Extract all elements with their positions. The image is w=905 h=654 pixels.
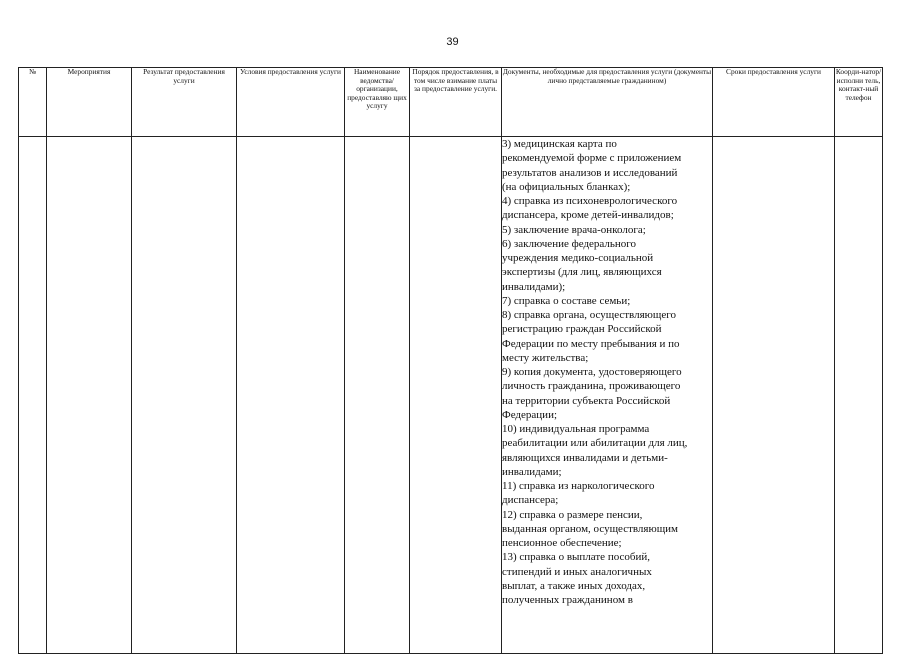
documents-line: 4) справка из психоневрологического <box>502 195 678 207</box>
documents-line: инвалидами); <box>502 280 566 293</box>
documents-line: выплат, а также иных доходах, <box>502 579 646 592</box>
documents-line: учреждения медико-социальной <box>502 252 654 264</box>
cell-activities <box>47 137 132 654</box>
services-table <box>18 67 883 654</box>
documents-line: диспансера; <box>502 494 559 507</box>
header-procedure: Порядок предоставления, в том числе взимание платы за предоставление услуги. <box>410 68 502 137</box>
header-number: № <box>19 68 47 137</box>
documents-line: полученных гражданином в <box>502 594 633 606</box>
documents-line: месту жительства; <box>502 351 589 364</box>
documents-line: регистрацию граждан Российской <box>502 323 662 336</box>
documents-line: (на официальных бланках); <box>502 180 631 193</box>
header-activities: Мероприятия <box>47 68 132 137</box>
documents-line: выданная органом, осуществляющим <box>502 522 679 535</box>
documents-line: 9) копия документа, удостоверяющего <box>502 366 682 378</box>
cell-conditions <box>237 137 345 654</box>
documents-line: инвалидами; <box>502 465 562 478</box>
cell-organization <box>345 137 410 654</box>
cell-result <box>132 137 237 654</box>
page-number: 39 <box>446 36 459 48</box>
header-row <box>19 68 883 137</box>
documents-line: Федерации по месту пребывания и по <box>502 337 680 350</box>
cell-procedure <box>410 137 502 654</box>
documents-line: Федерации; <box>502 408 558 421</box>
header-documents: Документы, необходимые для предоставления услуги (документы лично представляемые гражданином) <box>502 68 713 137</box>
documents-line: 6) заключение федерального <box>502 237 637 250</box>
documents-line: 11) справка из наркологического <box>502 480 655 492</box>
documents-line: личность гражданина, проживающего <box>502 380 681 393</box>
cell-coordinator <box>835 137 883 654</box>
documents-line: стипендий и иных аналогичных <box>502 565 652 578</box>
documents-line: 10) индивидуальная программа <box>502 423 650 435</box>
documents-line: пенсионное обеспечение; <box>502 537 622 549</box>
documents-line: 7) справка о составе семьи; <box>502 294 631 307</box>
documents-line: рекомендуемой форме с приложением <box>502 152 682 165</box>
documents-line: экспертизы (для лиц, являющихся <box>502 266 662 279</box>
documents-line: на территории субъекта Российской <box>502 394 671 407</box>
documents-line: 8) справка органа, осуществляющего <box>502 309 676 321</box>
header-coordinator: Коорди-натор/ исполни тель, контакт-ный телефон <box>835 68 883 137</box>
documents-line: 12) справка о размере пенсии, <box>502 508 643 521</box>
documents-line: 5) заключение врача-онколога; <box>502 223 646 236</box>
documents-line: реабилитации или абилитации для лиц, <box>502 437 688 450</box>
documents-line: 3) медицинская карта по <box>502 138 617 150</box>
header-organization: Наименование ведомства/ организации, предоставляю щих услугу <box>345 68 410 137</box>
table-row <box>19 137 883 654</box>
cell-documents <box>502 137 713 654</box>
documents-line: результатов анализов и исследований <box>502 166 678 179</box>
cell-terms <box>713 137 835 654</box>
documents-line: 13) справка о выплате пособий, <box>502 551 650 564</box>
cell-number <box>19 137 47 654</box>
header-terms: Сроки предоставления услуги <box>713 68 835 137</box>
header-result: Результат предоставления услуги <box>132 68 237 137</box>
documents-line: диспансера, кроме детей-инвалидов; <box>502 209 674 222</box>
documents-line: являющихся инвалидами и детьми- <box>502 451 668 464</box>
header-conditions: Условия предоставления услуги <box>237 68 345 137</box>
